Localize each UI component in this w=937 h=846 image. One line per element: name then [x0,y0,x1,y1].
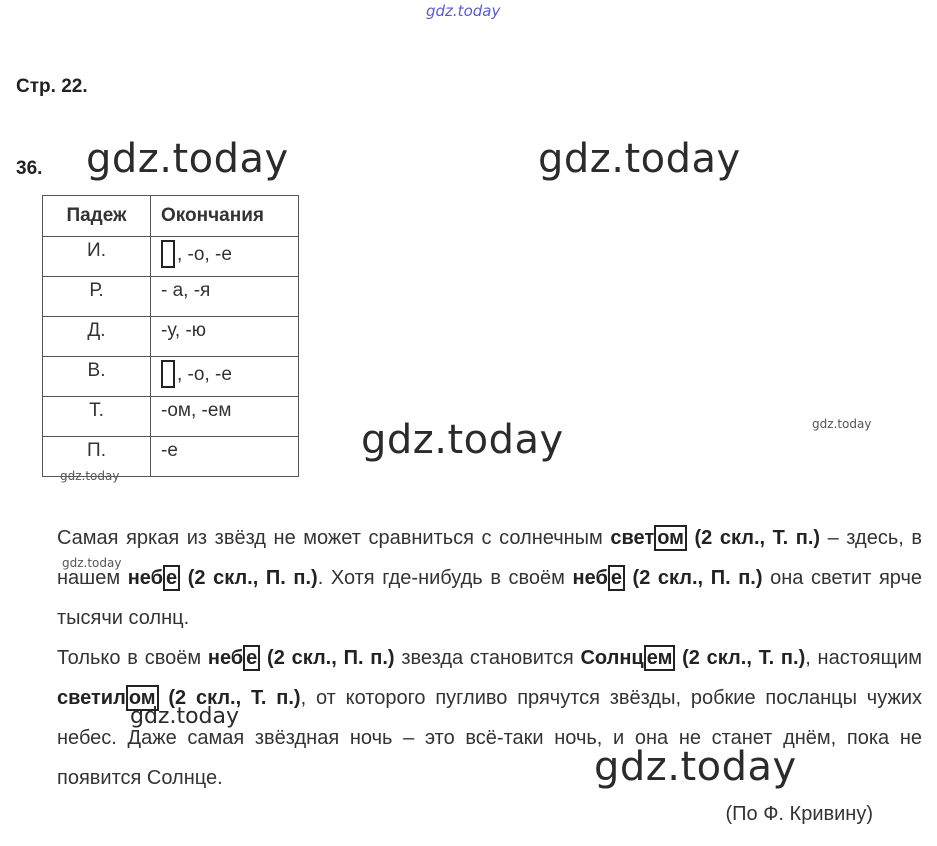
analyzed-word: светил ом (2 скл., Т. п.) [57,687,301,709]
paragraph-1: Самая яркая из звёзд не может сравниться с солнечным свет ом (2 скл., Т. п.) – здесь, в нашем неб е (2 скл., П. п.). Хотя где-нибудь в своём неб е (2 скл., П. п.) она светит ярче тысячи солнц. [57,527,923,629]
case-cell: Т. [43,397,151,437]
ending-box: ом [126,685,159,711]
watermark-small: gdz.today [62,556,122,570]
endings-cell: -ом, -ем [151,397,299,437]
watermark-top: gdz.today [426,2,501,20]
ending-box: е [163,565,180,591]
case-endings-table [42,195,299,477]
table-row [43,397,299,437]
watermark-medium: gdz.today [130,704,240,729]
table-row [43,437,299,477]
table-row [43,277,299,317]
table-row [43,237,299,277]
page-reference: Стр. 22. [16,76,88,97]
table-row [43,317,299,357]
endings-cell: -е [151,437,299,477]
watermark-small: gdz.today [60,469,120,483]
text-source: (По Ф. Кривину) [725,803,873,825]
case-cell: П. [43,437,151,477]
endings-cell: , -о, -е [151,237,299,277]
endings-cell: -у, -ю [151,317,299,357]
case-cell: И. [43,237,151,277]
table-header-row [43,196,299,237]
task-number: 36. [16,158,43,179]
watermark: gdz.today [594,744,797,790]
analyzed-word: свет ом (2 скл., Т. п.) [610,527,821,549]
ending-box: е [608,565,625,591]
endings-cell: - а, -я [151,277,299,317]
case-cell: В. [43,357,151,397]
analyzed-word: Солнц ем (2 скл., Т. п.) [580,647,806,669]
watermark-small: gdz.today [812,417,872,431]
watermark: gdz.today [86,136,289,182]
analyzed-word: неб е (2 скл., П. п.) [572,567,763,589]
case-cell: Р. [43,277,151,317]
analyzed-word: неб е (2 скл., П. п.) [127,567,318,589]
header-case: Падеж [43,196,151,237]
ending-box: ем [644,645,676,671]
exercise-text [15,518,922,798]
ending-box: е [243,645,260,671]
case-cell: Д. [43,317,151,357]
zero-ending-box [161,360,175,388]
paragraph-2: Только в своём неб е (2 скл., П. п.) звезда становится Солнц ем (2 скл., Т. п.), настоящим светил ом (2 скл., Т. п.), от которого пугливо прячутся звёзды, робкие посланцы чужих небес. Даже самая звёздная ночь – это всё-таки ночь, и она не станет днём, пока не появится Солнце. [57,647,922,789]
watermark: gdz.today [538,136,741,182]
endings-cell: , -о, -е [151,357,299,397]
header-endings: Окончания [151,196,299,237]
watermark: gdz.today [361,417,564,463]
ending-box: ом [654,525,687,551]
zero-ending-box [161,240,175,268]
analyzed-word: неб е (2 скл., П. п.) [207,647,395,669]
table-row [43,357,299,397]
